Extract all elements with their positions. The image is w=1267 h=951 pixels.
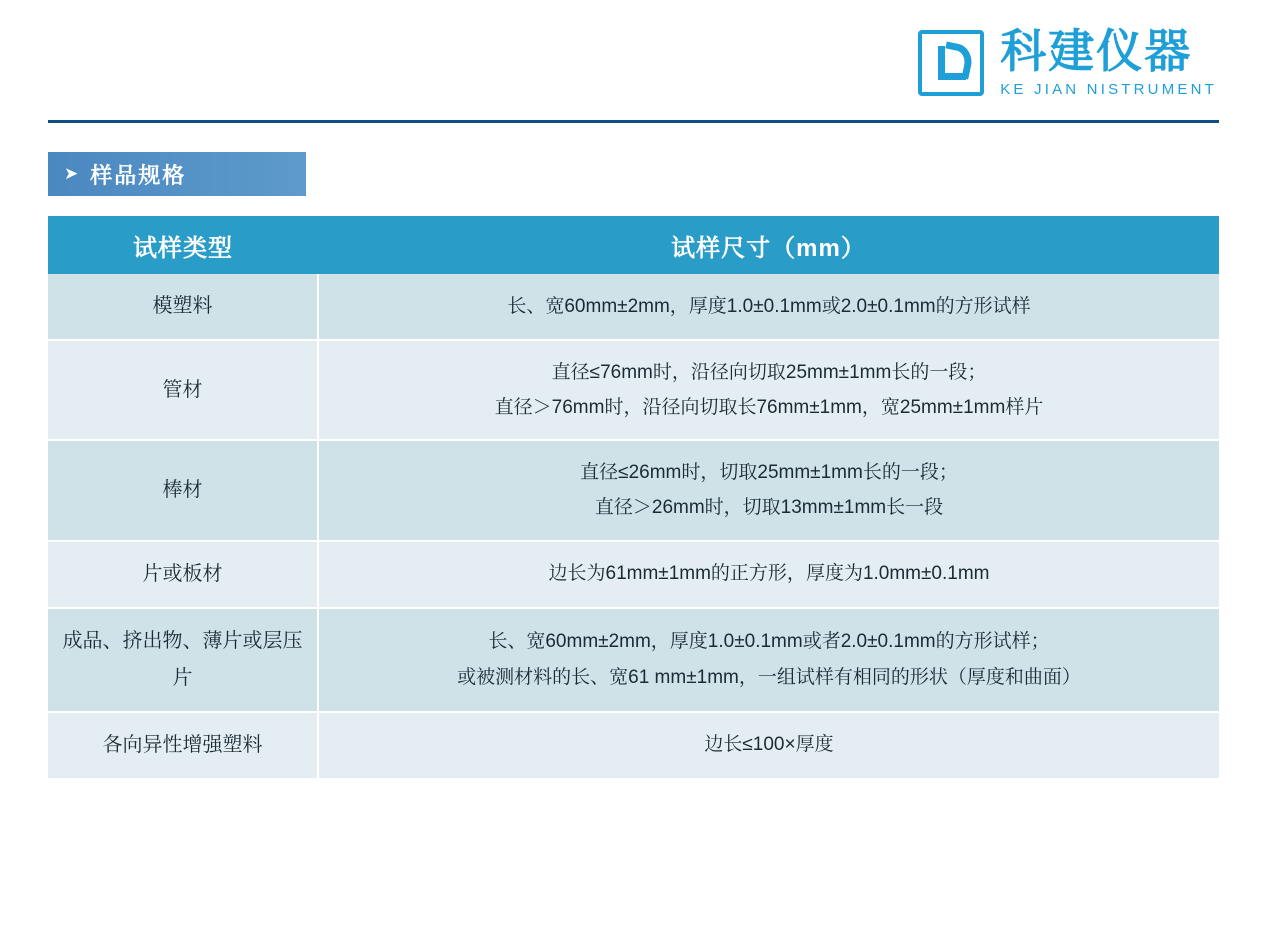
cell-sample-type: 管材 bbox=[48, 340, 318, 440]
dimension-line: 直径≤76mm时，沿径向切取25mm±1mm长的一段； bbox=[551, 362, 987, 383]
cell-sample-dimension bbox=[318, 712, 1219, 778]
logo-mark-icon bbox=[918, 30, 984, 96]
cell-sample-dimension bbox=[318, 541, 1219, 608]
dimension-line: 长、宽60mm±2mm，厚度1.0±0.1mm或2.0±0.1mm的方形试样 bbox=[507, 295, 1031, 317]
sample-specification-table bbox=[48, 216, 1219, 778]
dimension-line: 直径＞26mm时，切取13mm±1mm长一段 bbox=[594, 497, 944, 519]
section-title-banner bbox=[48, 152, 306, 196]
section-title-label: 样品规格 bbox=[90, 162, 187, 188]
dimension-line: 边长≤100×厚度 bbox=[704, 734, 834, 756]
table-row bbox=[48, 712, 1219, 778]
table-row bbox=[48, 340, 1219, 440]
table-row bbox=[48, 541, 1219, 608]
cell-sample-type: 模塑料 bbox=[48, 274, 318, 340]
cell-sample-type: 各向异性增强塑料 bbox=[48, 712, 318, 778]
dimension-line: 长、宽60mm±2mm，厚度1.0±0.1mm或者2.0±0.1mm的方形试样； bbox=[488, 631, 1050, 653]
table-header-row bbox=[48, 216, 1219, 274]
table-header bbox=[48, 216, 1219, 274]
table-body bbox=[48, 274, 1219, 778]
logo-text bbox=[1000, 24, 1217, 98]
cell-sample-dimension bbox=[318, 608, 1219, 712]
brand-logo bbox=[918, 24, 1217, 98]
cell-sample-dimension bbox=[318, 274, 1219, 340]
cell-sample-type: 成品、挤出物、薄片或层压片 bbox=[48, 608, 318, 712]
table-row bbox=[48, 608, 1219, 712]
dimension-line: 直径≤26mm时，切取25mm±1mm长的一段； bbox=[580, 462, 958, 484]
column-header-sample-dimension: 试样尺寸（mm） bbox=[318, 216, 1219, 274]
table-row bbox=[48, 274, 1219, 340]
page-header bbox=[0, 0, 1267, 122]
cell-sample-dimension bbox=[318, 340, 1219, 440]
header-divider bbox=[48, 120, 1219, 123]
cell-sample-dimension bbox=[318, 440, 1219, 540]
dimension-line: 直径＞76mm时，沿径向切取长76mm±1mm，宽25mm±1mm样片 bbox=[494, 397, 1044, 419]
logo-english-name: KE JIAN NISTRUMENT bbox=[1000, 81, 1217, 98]
dimension-line: 边长为61mm±1mm的正方形，厚度为1.0mm±0.1mm bbox=[548, 563, 990, 585]
cell-sample-type: 片或板材 bbox=[48, 541, 318, 608]
cell-sample-type: 棒材 bbox=[48, 440, 318, 540]
arrow-right-icon: ➤ bbox=[64, 164, 79, 183]
dimension-line: 或被测材料的长、宽61 mm±1mm，一组试样有相同的形状（厚度和曲面） bbox=[457, 666, 1081, 688]
logo-chinese-name: 科建仪器 bbox=[1000, 24, 1193, 78]
column-header-sample-type: 试样类型 bbox=[48, 216, 318, 274]
table-row bbox=[48, 440, 1219, 540]
